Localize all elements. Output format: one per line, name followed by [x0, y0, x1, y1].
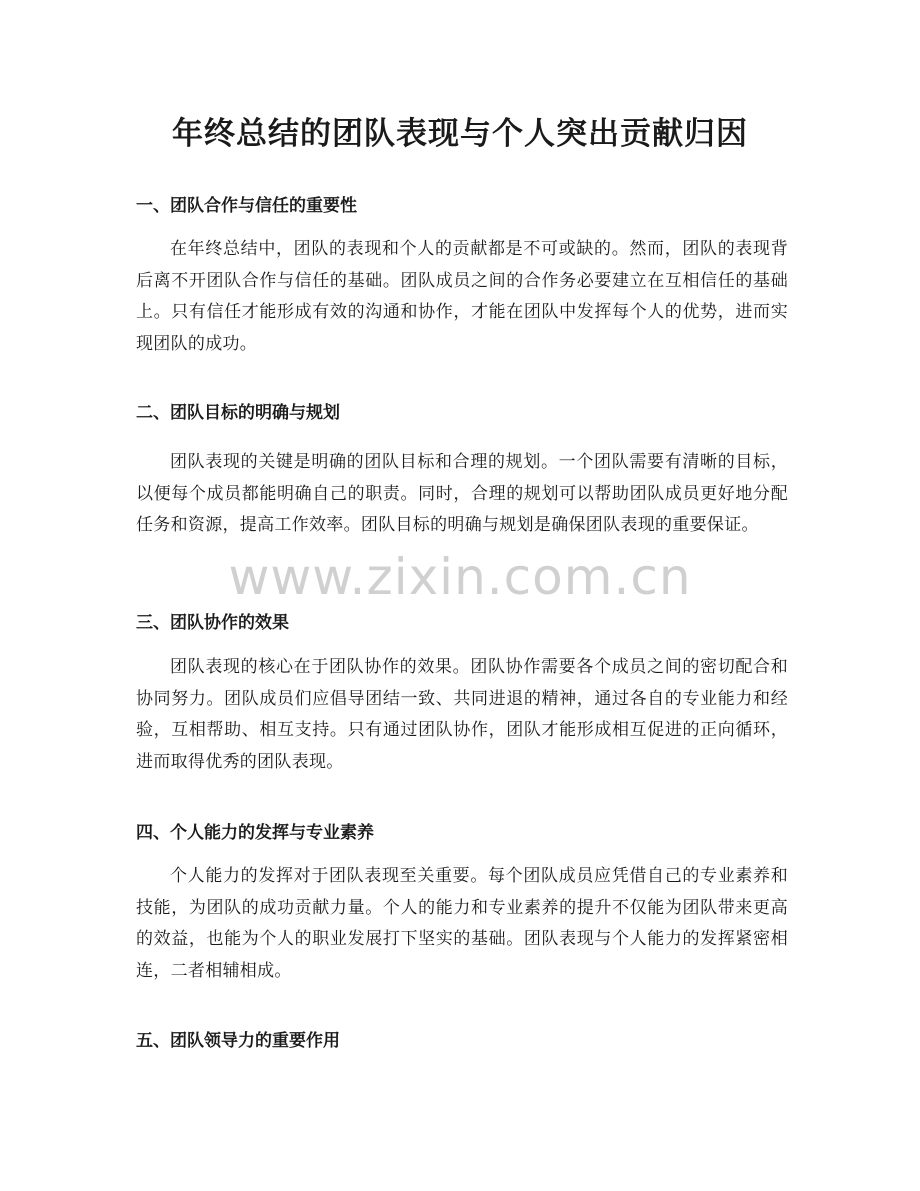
section-heading-3: 三、团队协作的效果 — [136, 613, 289, 633]
section-heading-5: 五、团队领导力的重要作用 — [136, 1031, 340, 1051]
section-heading-2: 二、团队目标的明确与规划 — [136, 403, 340, 423]
watermark: www.zixin.com.cn — [228, 548, 692, 606]
section-heading-4: 四、个人能力的发挥与专业素养 — [136, 823, 374, 843]
document-title: 年终总结的团队表现与个人突出贡献归因 — [172, 116, 748, 152]
section-paragraph-3: 团队表现的核心在于团队协作的效果。团队协作需要各个成员之间的密切配合和协同努力。团队成员们应倡导团结一致、共同进退的精神，通过各自的专业能力和经验，互相帮助、相互支持。只有通过团队协作，团队才能形成相互促进的正向循环，进而取得优秀的团队表现。 — [136, 657, 788, 772]
section-paragraph-2: 团队表现的关键是明确的团队目标和合理的规划。一个团队需要有清晰的目标，以便每个成员都能明确自己的职责。同时，合理的规划可以帮助团队成员更好地分配任务和资源，提高工作效率。团队目标的明确与规划是确保团队表现的重要保证。 — [136, 452, 788, 535]
section-paragraph-4: 个人能力的发挥对于团队表现至关重要。每个团队成员应凭借自己的专业素养和技能，为团队的成功贡献力量。个人的能力和专业素养的提升不仅能为团队带来更高的效益，也能为个人的职业发展打下坚实的基础。团队表现与个人能力的发挥紧密相连，二者相辅相成。 — [136, 866, 788, 981]
section-heading-1: 一、团队合作与信任的重要性 — [136, 196, 357, 216]
section-paragraph-1: 在年终总结中，团队的表现和个人的贡献都是不可或缺的。然而，团队的表现背后离不开团队合作与信任的基础。团队成员之间的合作务必要建立在互相信任的基础上。只有信任才能形成有效的沟通和协作，才能在团队中发挥每个人的优势，进而实现团队的成功。 — [136, 239, 788, 354]
